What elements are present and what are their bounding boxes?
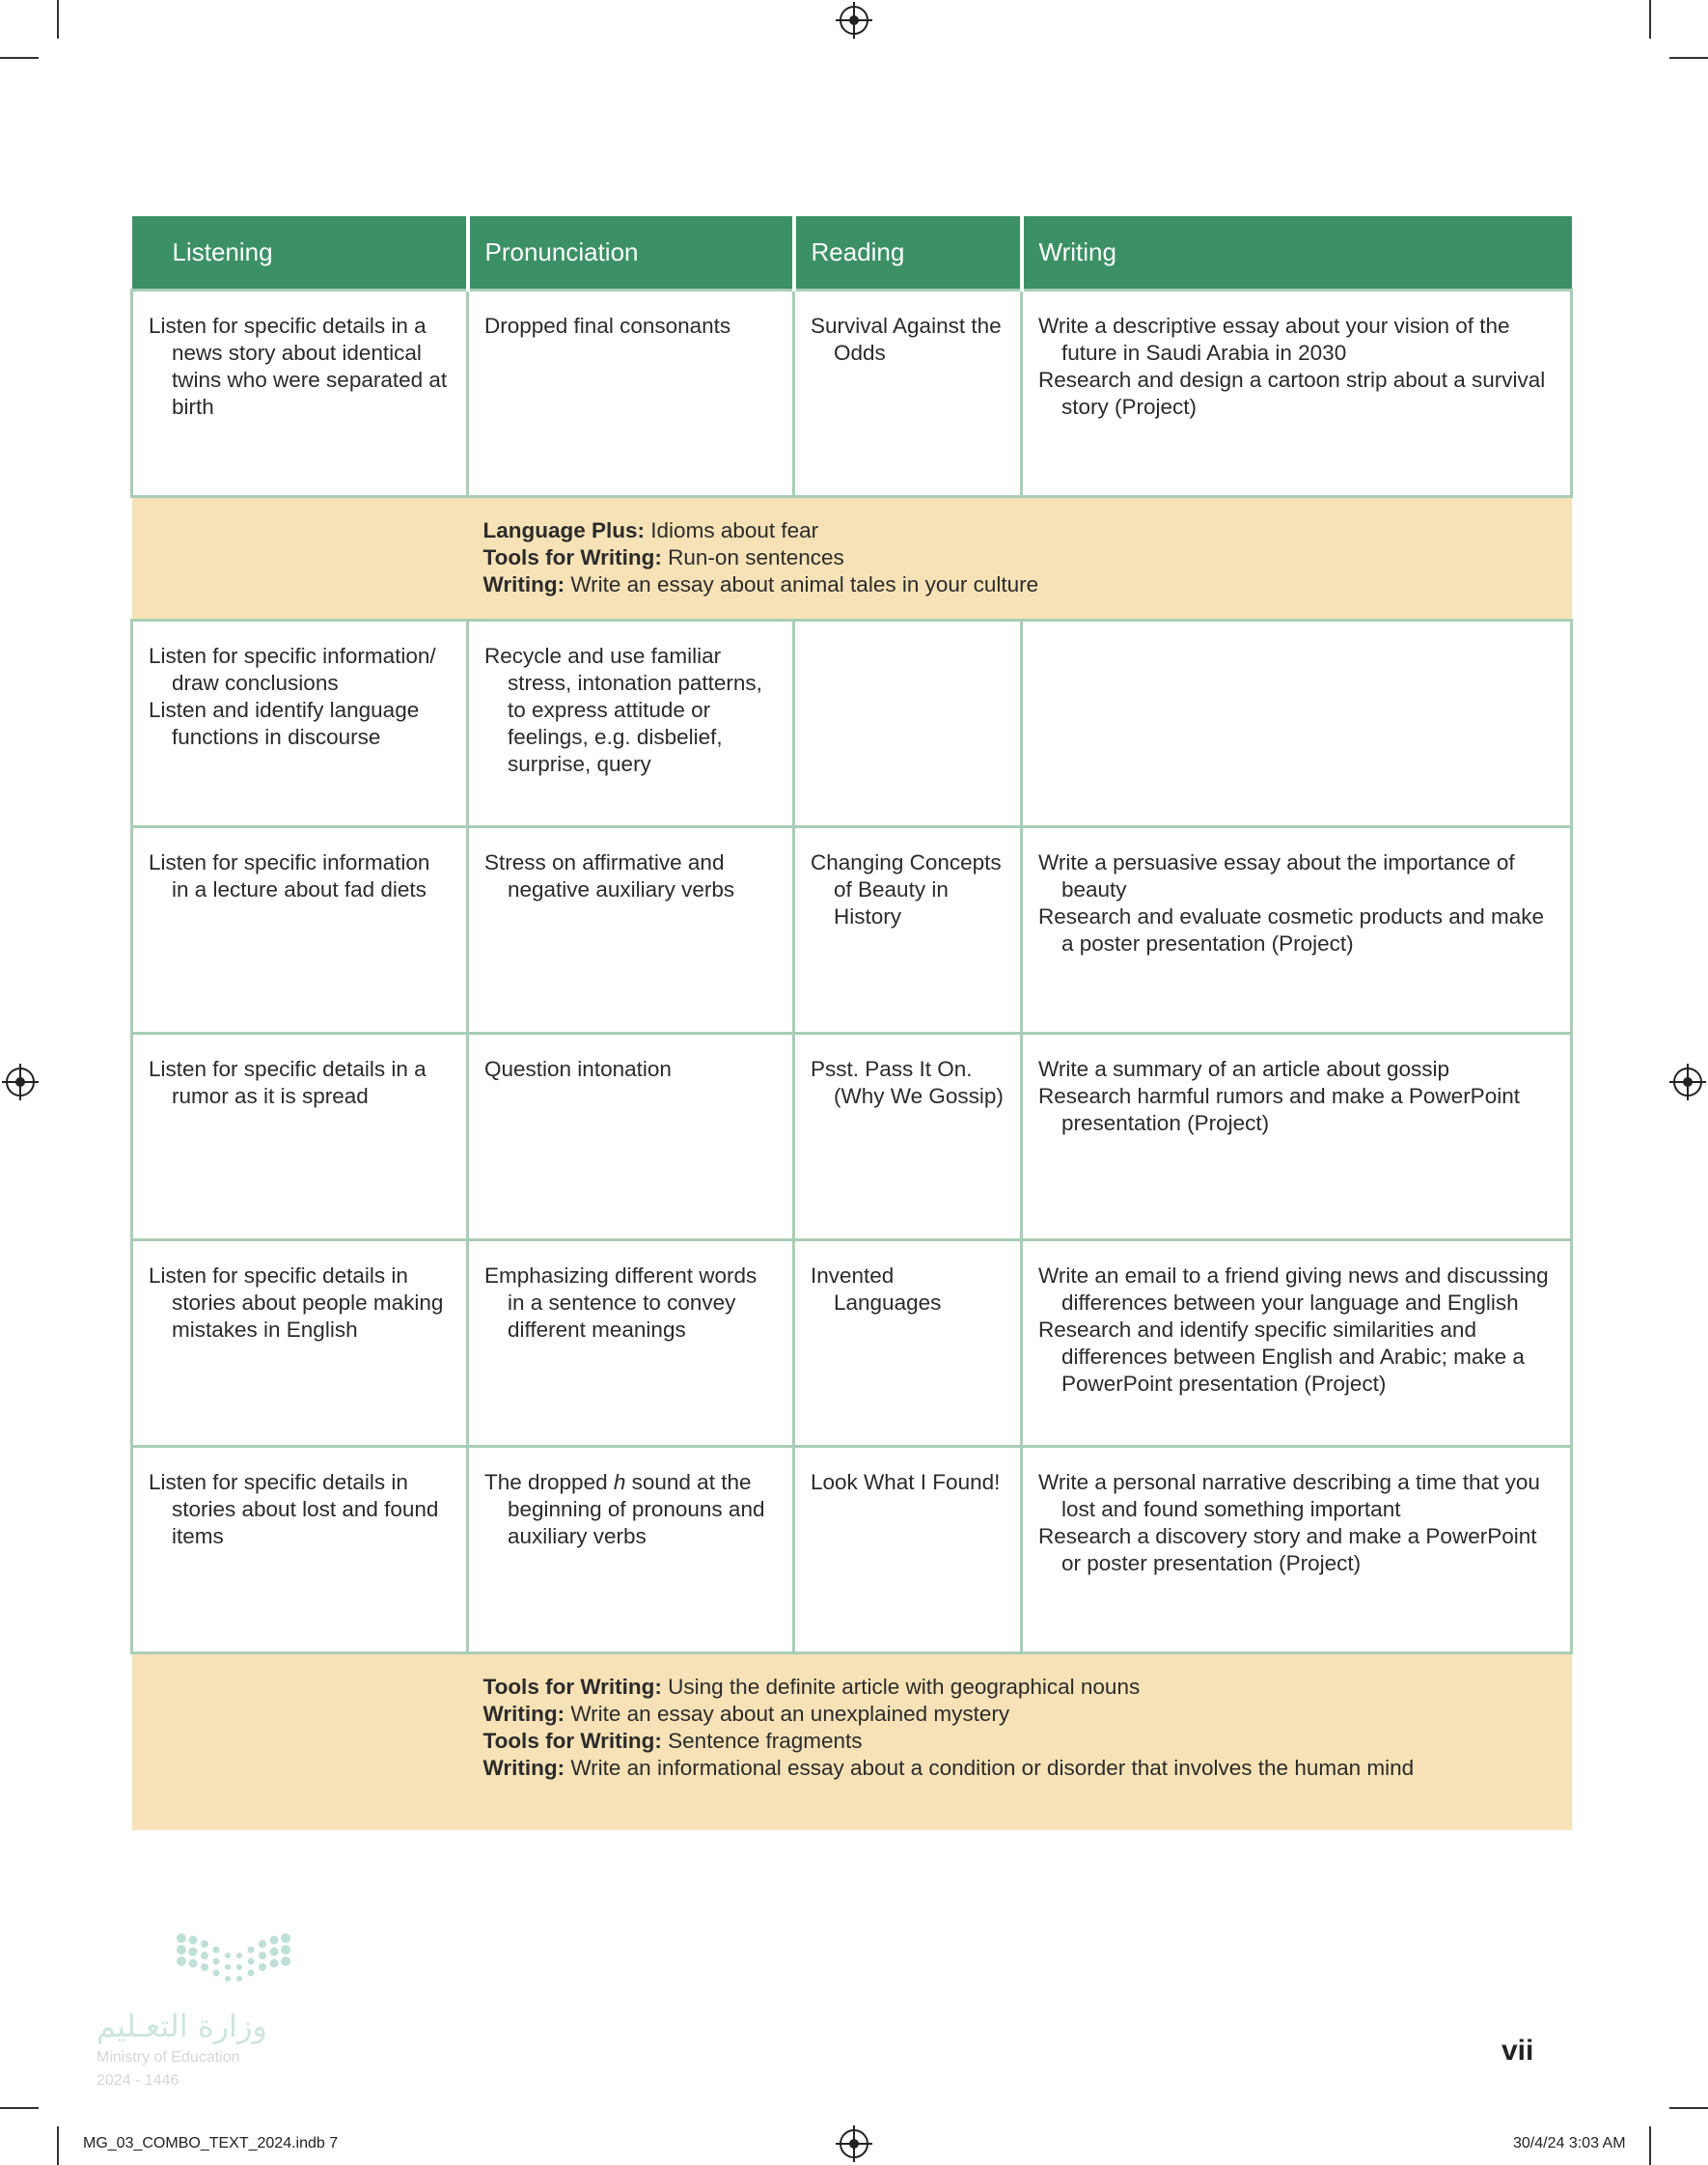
writing-item: Write a summary of an article about gossip xyxy=(1038,1056,1450,1081)
band-label: Writing: xyxy=(482,1755,565,1780)
ministry-logo-icon xyxy=(96,1930,347,2095)
band-line xyxy=(483,1701,1556,1728)
reading-cell xyxy=(794,826,1022,1033)
writing-cell xyxy=(1022,290,1572,496)
pronunciation-cell xyxy=(468,1239,794,1446)
table-header-row xyxy=(132,216,1572,290)
logo-arabic-text: وزارة التعـليم xyxy=(96,2008,267,2044)
reading-cell xyxy=(794,1446,1022,1652)
writing-cell xyxy=(1022,826,1572,1033)
header-listening: Listening xyxy=(132,216,468,290)
listening-item: Listen for specific details in a news story about identical twins who were separated at birth xyxy=(149,313,448,419)
band-text: Idioms about fear xyxy=(650,517,819,542)
registration-mark-icon xyxy=(1673,1068,1702,1096)
band-line xyxy=(483,544,1556,571)
registration-mark-icon xyxy=(840,6,868,35)
pronunciation-cell xyxy=(468,826,794,1033)
slug-date: 30/4/24 3:03 AM xyxy=(1513,2135,1626,2151)
writing-item: Write a personal narrative describing a time that you lost and found something important xyxy=(1038,1469,1540,1521)
listening-cell xyxy=(132,1446,468,1652)
band-line xyxy=(483,1728,1556,1755)
listening-item: Listen for specific details in stories about people making mistakes in English xyxy=(149,1263,444,1342)
ministry-logo xyxy=(96,1930,347,2099)
writing-item: Research and identify specific similarities and differences between English and Arabic; make a PowerPoint presentation (Project) xyxy=(1038,1317,1525,1396)
writing-cell xyxy=(1022,620,1572,826)
band-label: Tools for Writing: xyxy=(482,1728,662,1753)
band-text: Write an essay about an unexplained mystery xyxy=(570,1701,1010,1726)
band-spacer xyxy=(132,1652,468,1830)
registration-mark-icon xyxy=(6,1068,35,1096)
pronunciation-item: The dropped h sound at the beginning of pronouns and auxiliary verbs xyxy=(484,1469,765,1548)
writing-item: Research and design a cartoon strip about a survival story (Project) xyxy=(1038,367,1546,419)
listening-cell xyxy=(132,290,468,496)
listening-item: Listen for specific information/ draw conclusions xyxy=(149,643,436,695)
crop-mark xyxy=(0,2107,39,2109)
page-number: vii xyxy=(1501,2035,1534,2067)
crop-mark xyxy=(0,57,39,59)
crop-mark xyxy=(57,2126,59,2165)
listening-item: Listen and identify language functions in discourse xyxy=(149,697,420,749)
yellow-band-2-content xyxy=(468,1652,1572,1830)
table-row xyxy=(132,1446,1572,1652)
crop-mark xyxy=(1669,2107,1708,2109)
table-row xyxy=(132,1033,1572,1239)
slug-file: MG_03_COMBO_TEXT_2024.indb 7 xyxy=(83,2135,339,2151)
header-reading: Reading xyxy=(794,216,1022,290)
pronunciation-item: Dropped final consonants xyxy=(484,313,731,338)
band-line xyxy=(483,571,1556,598)
logo-year-text: 2024 - 1446 xyxy=(96,2072,179,2089)
band-text: Using the definite article with geographical nouns xyxy=(668,1674,1141,1699)
listening-cell xyxy=(132,826,468,1033)
writing-cell xyxy=(1022,1239,1572,1446)
band-text: Run-on sentences xyxy=(668,544,844,569)
writing-item: Research and evaluate cosmetic products and make a poster presentation (Project) xyxy=(1038,903,1545,956)
band-text: Write an informational essay about a condition or disorder that involves the human mind xyxy=(570,1755,1415,1780)
yellow-band-1 xyxy=(132,496,1572,620)
band-text: Write an essay about animal tales in your culture xyxy=(570,571,1039,597)
pronunciation-item: Emphasizing different words in a sentence to convey different meanings xyxy=(484,1263,758,1342)
reading-cell xyxy=(794,620,1022,826)
listening-cell xyxy=(132,1239,468,1446)
table-row xyxy=(132,1239,1572,1446)
registration-mark-icon xyxy=(840,2129,868,2158)
listening-cell xyxy=(132,1033,468,1239)
table-row xyxy=(132,826,1572,1033)
band-line xyxy=(483,1674,1556,1701)
listening-item: Listen for specific information in a lecture about fad diets xyxy=(149,849,430,902)
table-row xyxy=(132,290,1572,496)
listening-item: Listen for specific details in a rumor as it is spread xyxy=(149,1056,427,1108)
writing-item: Research harmful rumors and make a PowerPoint presentation (Project) xyxy=(1038,1083,1520,1135)
pronunciation-cell xyxy=(468,290,794,496)
table-row xyxy=(132,620,1572,826)
listening-item: Listen for specific details in stories about lost and found items xyxy=(149,1469,439,1548)
writing-item: Write a descriptive essay about your vision of the future in Saudi Arabia in 2030 xyxy=(1038,313,1510,365)
yellow-band-1-content xyxy=(468,496,1572,620)
pronunciation-cell xyxy=(468,620,794,826)
band-label: Tools for Writing: xyxy=(482,544,662,569)
band-label: Tools for Writing: xyxy=(482,1674,662,1699)
band-line xyxy=(483,1755,1556,1782)
crop-mark xyxy=(57,0,59,39)
band-line xyxy=(483,517,1556,544)
crop-mark xyxy=(1649,2126,1651,2165)
writing-item: Write an email to a friend giving news and discussing differences between your language and English xyxy=(1038,1263,1549,1315)
listening-cell xyxy=(132,620,468,826)
writing-cell xyxy=(1022,1446,1572,1652)
reading-item: Changing Concepts of Beauty in History xyxy=(811,849,1002,929)
pronunciation-item: Question intonation xyxy=(484,1056,672,1081)
band-text: Sentence fragments xyxy=(668,1728,863,1753)
pronunciation-cell xyxy=(468,1033,794,1239)
reading-item: Invented Languages xyxy=(811,1263,942,1315)
band-label: Writing: xyxy=(482,571,565,597)
band-spacer xyxy=(132,496,468,620)
logo-english-text: Ministry of Education xyxy=(96,2049,240,2066)
writing-cell xyxy=(1022,1033,1572,1239)
reading-cell xyxy=(794,290,1022,496)
yellow-band-2 xyxy=(132,1652,1572,1830)
reading-item: Psst. Pass It On. (Why We Gossip) xyxy=(811,1056,1004,1108)
reading-item: Survival Against the Odds xyxy=(811,313,1002,365)
writing-item: Write a persuasive essay about the importance of beauty xyxy=(1038,849,1515,902)
reading-cell xyxy=(794,1239,1022,1446)
header-writing: Writing xyxy=(1022,216,1572,290)
writing-item: Research a discovery story and make a PowerPoint or poster presentation (Project) xyxy=(1038,1523,1537,1575)
header-pronunciation: Pronunciation xyxy=(468,216,794,290)
scope-sequence-table xyxy=(130,216,1573,1830)
crop-mark xyxy=(1649,0,1651,39)
reading-cell xyxy=(794,1033,1022,1239)
band-label: Writing: xyxy=(482,1701,565,1726)
crop-mark xyxy=(1669,57,1708,59)
pronunciation-item: Stress on affirmative and negative auxiliary verbs xyxy=(484,849,735,902)
pronunciation-item: Recycle and use familiar stress, intonation patterns, to express attitude or feelings, e.g. disbelief, surprise, query xyxy=(484,643,762,776)
pronunciation-cell xyxy=(468,1446,794,1652)
reading-item: Look What I Found! xyxy=(811,1469,1001,1494)
band-label: Language Plus: xyxy=(482,517,646,542)
